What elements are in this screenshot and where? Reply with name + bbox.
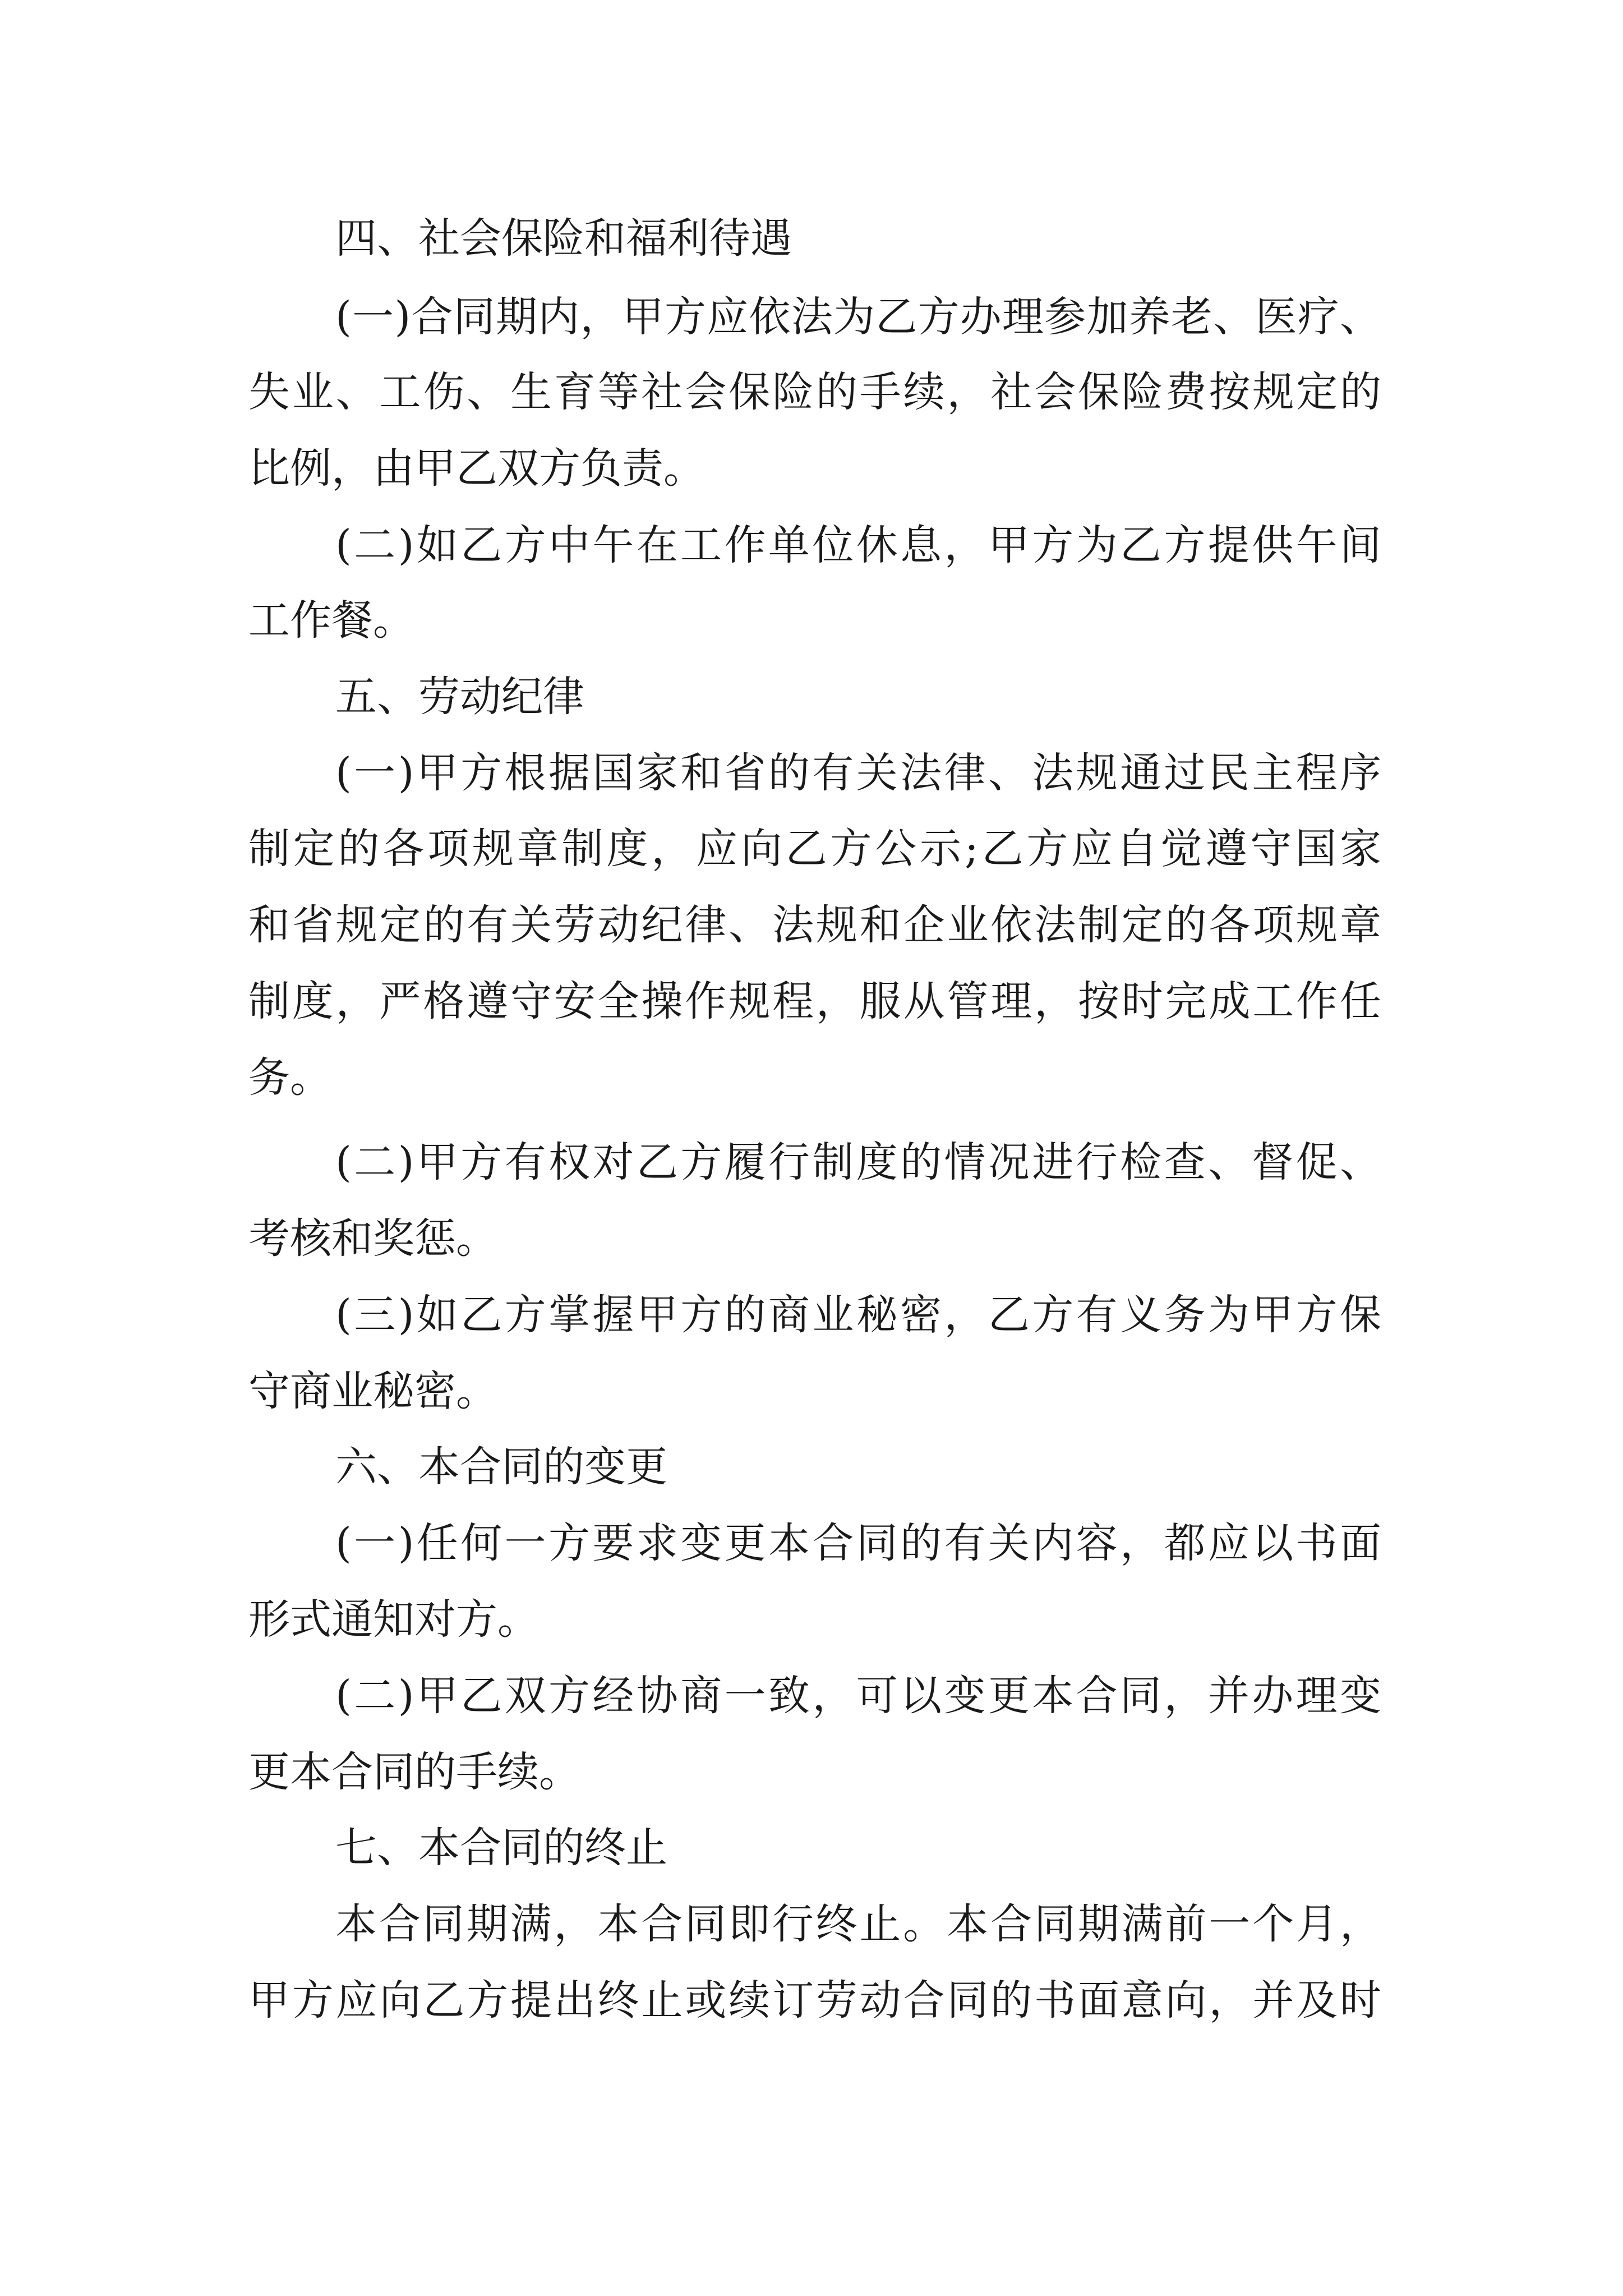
paragraph-line: 形式通知对方。 [248,1595,539,1644]
paragraph-line: 更本合同的手续。 [248,1748,580,1796]
section-heading-contract-change: 六、本合同的变更 [335,1443,667,1491]
section-heading-labor-discipline: 五、劳动纪律 [335,673,584,721]
paragraph-line: 务。 [248,1053,331,1102]
paragraph-line: 制度，严格遵守安全操作规程，服从管理，按时完成工作任 [248,977,1381,1025]
paragraph-line: (一)合同期内，甲方应依法为乙方办理参加养老、医疗、 [335,293,1381,341]
paragraph-line: 制定的各项规章制度，应向乙方公示;乙方应自觉遵守国家 [248,825,1381,873]
section-heading-social-insurance: 四、社会保险和福利待遇 [335,214,792,263]
paragraph-line: 失业、工伤、生育等社会保险的手续，社会保险费按规定的 [248,368,1381,416]
paragraph-line: 和省规定的有关劳动纪律、法规和企业依法制定的各项规章 [248,901,1381,949]
paragraph-line: (一)甲方根据国家和省的有关法律、法规通过民主程序 [335,749,1381,797]
paragraph-line: 比例，由甲乙双方负责。 [248,444,705,493]
paragraph-line: (二)甲乙双方经协商一致，可以变更本合同，并办理变 [335,1672,1381,1720]
section-heading-contract-termination: 七、本合同的终止 [335,1824,667,1872]
paragraph-line: 本合同期满，本合同即行终止。本合同期满前一个月， [335,1900,1381,1948]
paragraph-line: (一)任何一方要求变更本合同的有关内容，都应以书面 [335,1519,1381,1567]
paragraph-line: 守商业秘密。 [248,1367,497,1415]
paragraph-line: 甲方应向乙方提出终止或续订劳动合同的书面意向，并及时 [248,1976,1381,2024]
paragraph-line: (三)如乙方掌握甲方的商业秘密，乙方有义务为甲方保 [335,1291,1381,1339]
paragraph-line: (二)甲方有权对乙方履行制度的情况进行检查、督促、 [335,1138,1381,1186]
paragraph-line: (二)如乙方中午在工作单位休息，甲方为乙方提供午间 [335,521,1381,569]
paragraph-line: 工作餐。 [248,596,414,645]
paragraph-line: 考核和奖惩。 [248,1214,497,1263]
